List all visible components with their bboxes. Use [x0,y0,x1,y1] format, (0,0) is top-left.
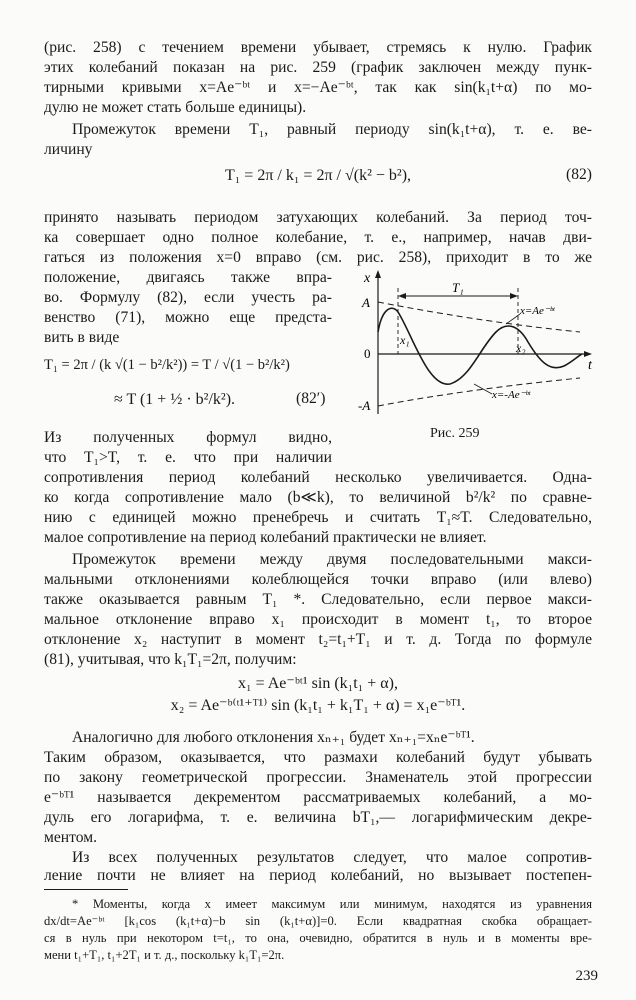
equation-x1: x₁ = Ae⁻ᵇᵗ¹ sin (k₁t₁ + α), [238,675,398,692]
text-line: дулю не может стать больше единицы). [44,99,307,116]
text-line: нию с единицей можно пренебречь и считать T₁≈T. Следовательно, [44,509,592,526]
text-line: Из всех полученных результатов следует, что малое сопротив- [72,849,592,866]
lower-envelope-leader [474,384,492,394]
text-line: ко когда сопротивление мало (b≪k), то величиной b²/k² по сравне- [44,489,592,506]
period-label: T₁ [452,280,464,295]
lower-envelope [378,378,580,406]
text-line: ление почти не влияет на период колебаний, но вызывает постепен- [44,867,592,884]
text-line: также оказывается равным T₁ *. Следовательно, если первое макси- [44,591,592,608]
text-line: (81), учитывая, что k₁T₁=2π, получим: [44,651,297,668]
equation-number: (82) [566,166,592,183]
text-line: что T₁>T, т. е. что при наличии [44,449,332,466]
equation-x2: x₂ = Ae⁻ᵇ⁽ᵗ¹⁺ᵀ¹⁾ sin (k₁t₁ + k₁T₁ + α) = x₁e⁻ᵇᵀ¹. [170,697,466,714]
equation-82: T₁ = 2π / k₁ = 2π / √(k² − b²), [224,167,412,184]
text-line: личину [44,141,93,158]
footnote-line: мени t₁+T₁, t₁+2T₁ и т. д., поскольку k₁T₁=2π. [44,948,285,962]
text-line: по закону геометрической прогрессии. Знаменатель этой прогрессии [44,769,592,786]
equation-82-prime: T₁ = 2π / (k √(1 − b²/k²)) = T / √(1 − b²/k²) [44,357,290,373]
footnote-divider [44,889,128,890]
text-line: отклонение x₂ наступит в момент t₂=t₁+T₁ и т. д. Тогда по формуле [44,631,592,648]
negative-amplitude-label: -A [358,398,371,413]
period-arrow-left [398,293,406,299]
equation-82-prime-approx: ≈ T (1 + ½ · b²/k²). [114,391,236,408]
text-line: (рис. 258) с течением времени убывает, стремясь к нулю. График [44,39,592,56]
text-line: во. Формулу (82), если учесть ра- [44,289,332,306]
upper-envelope-label: x=Ae⁻ᵇᵗ [520,305,555,317]
text-line: ка совершает одно полное колебание, т. е., например, начав дви- [44,229,592,246]
text-line: ментом. [44,829,98,846]
text-line: гаться из положения x=0 вправо (см. рис. 258), приходит в то же [44,249,592,266]
t-axis-label: t [588,358,592,373]
footnote-line: * Моменты, когда x имеет максимум или минимум, находятся из уравнения [72,897,592,911]
text-line: венство (71), можно еще предста- [44,309,332,326]
lower-envelope-label: x=-Ae⁻ᵇᵗ [492,389,531,401]
page-number: 239 [575,968,598,984]
text-line: Из полученных формул видно, [44,429,332,446]
equation-number: (82′) [296,390,326,407]
text-line: малое сопротивление на период колебаний практически не влияет. [44,529,487,546]
text-line: мальное отклонение вправо x₁ происходит в момент t₁, то второе [44,611,592,628]
text-line: Аналогично для любого отклонения xₙ₊₁ будет xₙ₊₁=xₙe⁻ᵇᵀ¹. [72,729,475,746]
footnote-line: ся в нуль при некотором t=t₁, то она, очевидно, обратится в нуль и в моменты вре- [44,931,592,945]
text-line: Промежуток времени T₁, равный периоду sin(k₁t+α), т. е. ве- [72,121,592,138]
x-axis-arrow [375,270,381,278]
x2-label: x₂ [516,341,526,355]
x-axis-label: x [364,271,371,286]
text-line: Промежуток времени между двумя последовательными макси- [72,551,592,568]
text-line: принято называть периодом затухающих колебаний. За период точ- [44,209,592,226]
damped-oscillation-figure [350,268,600,424]
text-line: e⁻ᵇᵀ¹ называется декрементом рассматриваемых колебаний, а мо- [44,789,592,806]
text-line: Таким образом, оказывается, что размахи колебаний будут убывать [44,749,592,766]
text-line: тирными кривыми x=Ae⁻ᵇᵗ и x=−Ae⁻ᵇᵗ, так как sin(k₁t+α) по мо- [44,79,592,96]
footnote-line: dx/dt=Ae⁻ᵇᵗ [k₁cos (k₁t+α)−b sin (k₁t+α)]=0. Если квадратная скобка обращает- [44,914,592,928]
t-axis-arrow [584,351,592,357]
figure-caption: Рис. 259 [430,426,480,441]
x1-label: x₁ [400,333,410,347]
amplitude-label: A [362,295,370,310]
text-line: дуль его логарифма, т. е. величина bT₁,— логарифмическим декре- [44,809,592,826]
origin-label: 0 [364,346,371,361]
period-arrow-right [510,293,518,299]
text-line: положение, двигаясь также впра- [44,269,332,286]
text-line: вить в виде [44,329,120,346]
text-line: сопротивления период колебаний несколько увеличивается. Одна- [44,469,592,486]
text-line: мальными отклонениями колеблющейся точки вправо (или влево) [44,571,592,588]
text-line: этих колебаний показан на рис. 259 (график заключен между пунк- [44,59,592,76]
